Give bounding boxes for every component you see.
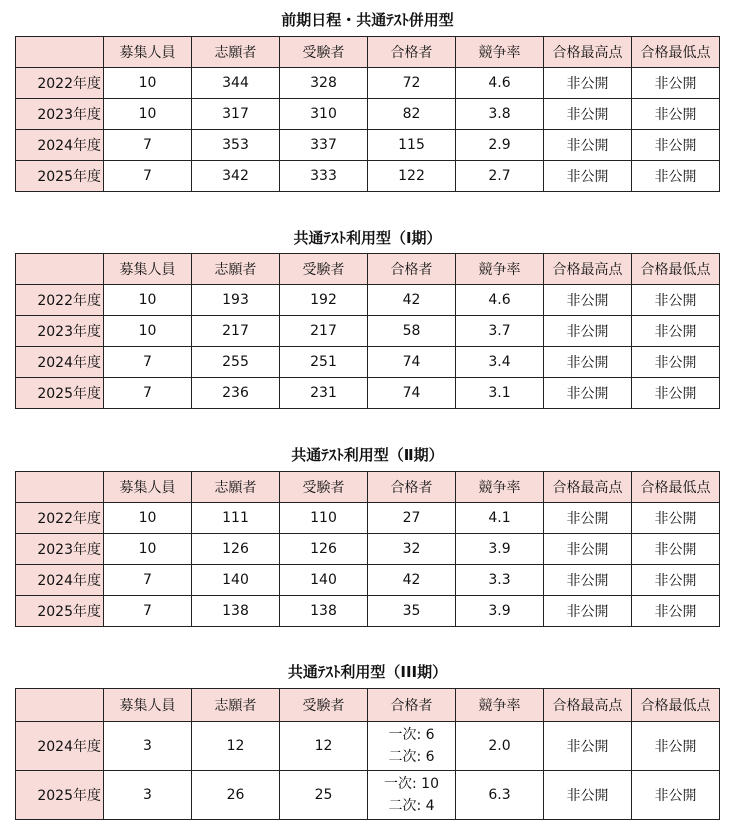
table-cell: 非公開 xyxy=(632,596,720,627)
table-cell: 2.0 xyxy=(456,722,544,771)
header-corner-cell xyxy=(16,254,104,285)
column-header: 競争率 xyxy=(456,37,544,68)
header-corner-cell xyxy=(16,37,104,68)
table-cell: 非公開 xyxy=(632,130,720,161)
table-cell: 7 xyxy=(104,565,192,596)
table-cell: 2.9 xyxy=(456,130,544,161)
table-cell: 126 xyxy=(192,534,280,565)
table-cell: 32 xyxy=(368,534,456,565)
section-title: 共通ﾃｽﾄ利用型（Ⅰ期） xyxy=(293,229,442,247)
column-header: 合格者 xyxy=(368,37,456,68)
column-header: 志願者 xyxy=(192,254,280,285)
table-cell: 337 xyxy=(280,130,368,161)
table-cell: 138 xyxy=(280,596,368,627)
column-header: 合格最低点 xyxy=(632,689,720,722)
column-header: 募集人員 xyxy=(104,254,192,285)
table-cell: 255 xyxy=(192,347,280,378)
table-row xyxy=(16,285,720,316)
table-cell: 非公開 xyxy=(544,130,632,161)
table-cell: 非公開 xyxy=(632,503,720,534)
table-cell: 非公開 xyxy=(544,347,632,378)
table-cell: 7 xyxy=(104,378,192,409)
table-row xyxy=(16,503,720,534)
year-label: 2022年度 xyxy=(16,68,104,99)
table-row xyxy=(16,99,720,130)
column-header: 募集人員 xyxy=(104,689,192,722)
year-label: 2025年度 xyxy=(16,161,104,192)
table-cell: 74 xyxy=(368,347,456,378)
table-cell: 非公開 xyxy=(544,68,632,99)
table-cell: 非公開 xyxy=(544,534,632,565)
column-header: 受験者 xyxy=(280,254,368,285)
table-row xyxy=(16,534,720,565)
table-cell: 353 xyxy=(192,130,280,161)
table-cell: 3.9 xyxy=(456,596,544,627)
year-label: 2025年度 xyxy=(16,378,104,409)
table-cell: 10 xyxy=(104,534,192,565)
table-cell: 非公開 xyxy=(632,68,720,99)
column-header: 合格最高点 xyxy=(544,472,632,503)
column-header: 合格最高点 xyxy=(544,37,632,68)
table-cell: 3.4 xyxy=(456,347,544,378)
column-header: 受験者 xyxy=(280,689,368,722)
table-cell: 非公開 xyxy=(544,722,632,771)
column-header: 競争率 xyxy=(456,472,544,503)
column-header: 合格最高点 xyxy=(544,254,632,285)
cell-line: 一次: 6 xyxy=(388,727,435,743)
table-cell: 231 xyxy=(280,378,368,409)
table-cell: 192 xyxy=(280,285,368,316)
table-cell: 3 xyxy=(104,771,192,820)
table-cell: 10 xyxy=(104,316,192,347)
table-cell: 非公開 xyxy=(544,99,632,130)
header-corner-cell xyxy=(16,689,104,722)
table-cell: 7 xyxy=(104,130,192,161)
cell-line: 二次: 4 xyxy=(388,798,435,814)
year-label: 2024年度 xyxy=(16,130,104,161)
table-cell: 74 xyxy=(368,378,456,409)
table-row xyxy=(16,771,720,820)
table-cell: 非公開 xyxy=(632,565,720,596)
table-cell: 344 xyxy=(192,68,280,99)
table-cell: 3.7 xyxy=(456,316,544,347)
table-cell: 140 xyxy=(192,565,280,596)
table-cell: 非公開 xyxy=(544,596,632,627)
admissions-table xyxy=(15,471,720,627)
admissions-table xyxy=(15,36,720,192)
table-cell: 217 xyxy=(192,316,280,347)
column-header: 募集人員 xyxy=(104,472,192,503)
admissions-table xyxy=(15,253,720,409)
table-cell: 25 xyxy=(280,771,368,820)
table-cell: 342 xyxy=(192,161,280,192)
table-cell: 10 xyxy=(104,68,192,99)
table-header-row xyxy=(16,37,720,68)
table-cell: 72 xyxy=(368,68,456,99)
table-cell: 4.6 xyxy=(456,285,544,316)
table-cell xyxy=(368,771,456,820)
section-title: 共通ﾃｽﾄ利用型（III期） xyxy=(287,663,448,681)
column-header: 志願者 xyxy=(192,472,280,503)
table-cell: 非公開 xyxy=(632,316,720,347)
cell-line: 二次: 6 xyxy=(388,749,435,765)
table-cell: 10 xyxy=(104,503,192,534)
table-cell: 非公開 xyxy=(632,771,720,820)
table-cell: 6.3 xyxy=(456,771,544,820)
table-cell: 42 xyxy=(368,285,456,316)
table-cell: 193 xyxy=(192,285,280,316)
table-cell: 非公開 xyxy=(544,771,632,820)
admissions-table xyxy=(15,688,720,820)
table-row xyxy=(16,596,720,627)
table-cell xyxy=(368,722,456,771)
table-header-row xyxy=(16,254,720,285)
table-cell: 12 xyxy=(192,722,280,771)
table-row xyxy=(16,565,720,596)
table-row xyxy=(16,130,720,161)
year-label: 2024年度 xyxy=(16,565,104,596)
table-cell: 3.3 xyxy=(456,565,544,596)
table-cell: 3 xyxy=(104,722,192,771)
table-cell: 非公開 xyxy=(632,722,720,771)
table-cell: 111 xyxy=(192,503,280,534)
year-label: 2022年度 xyxy=(16,285,104,316)
table-cell: 10 xyxy=(104,99,192,130)
table-cell: 115 xyxy=(368,130,456,161)
column-header: 合格最低点 xyxy=(632,37,720,68)
table-cell: 310 xyxy=(280,99,368,130)
table-cell: 333 xyxy=(280,161,368,192)
column-header: 合格者 xyxy=(368,472,456,503)
table-cell: 非公開 xyxy=(544,565,632,596)
table-row xyxy=(16,378,720,409)
table-cell: 2.7 xyxy=(456,161,544,192)
column-header: 競争率 xyxy=(456,254,544,285)
table-cell: 317 xyxy=(192,99,280,130)
table-cell: 35 xyxy=(368,596,456,627)
table-cell: 10 xyxy=(104,285,192,316)
table-cell: 217 xyxy=(280,316,368,347)
table-cell: 140 xyxy=(280,565,368,596)
column-header: 合格者 xyxy=(368,689,456,722)
table-cell: 26 xyxy=(192,771,280,820)
cell-line: 一次: 10 xyxy=(384,776,439,792)
column-header: 合格最高点 xyxy=(544,689,632,722)
section-title: 共通ﾃｽﾄ利用型（Ⅱ期） xyxy=(291,446,444,464)
table-cell: 4.6 xyxy=(456,68,544,99)
table-cell: 126 xyxy=(280,534,368,565)
table-cell: 12 xyxy=(280,722,368,771)
header-corner-cell xyxy=(16,472,104,503)
table-row xyxy=(16,68,720,99)
table-cell: 非公開 xyxy=(632,378,720,409)
table-header-row xyxy=(16,472,720,503)
table-cell: 非公開 xyxy=(544,378,632,409)
table-header-row xyxy=(16,689,720,722)
table-cell: 非公開 xyxy=(632,534,720,565)
year-label: 2023年度 xyxy=(16,99,104,130)
table-cell: 328 xyxy=(280,68,368,99)
table-cell: 非公開 xyxy=(632,99,720,130)
year-label: 2023年度 xyxy=(16,534,104,565)
table-cell: 非公開 xyxy=(632,285,720,316)
table-row xyxy=(16,316,720,347)
table-cell: 7 xyxy=(104,161,192,192)
table-cell: 122 xyxy=(368,161,456,192)
year-label: 2025年度 xyxy=(16,596,104,627)
column-header: 受験者 xyxy=(280,472,368,503)
column-header: 募集人員 xyxy=(104,37,192,68)
table-cell: 27 xyxy=(368,503,456,534)
column-header: 合格者 xyxy=(368,254,456,285)
column-header: 受験者 xyxy=(280,37,368,68)
table-cell: 7 xyxy=(104,596,192,627)
year-label: 2024年度 xyxy=(16,722,104,771)
table-row xyxy=(16,347,720,378)
table-cell: 3.1 xyxy=(456,378,544,409)
year-label: 2023年度 xyxy=(16,316,104,347)
table-cell: 3.8 xyxy=(456,99,544,130)
year-label: 2024年度 xyxy=(16,347,104,378)
table-cell: 非公開 xyxy=(544,316,632,347)
year-label: 2022年度 xyxy=(16,503,104,534)
table-cell: 110 xyxy=(280,503,368,534)
column-header: 合格最低点 xyxy=(632,472,720,503)
table-cell: 58 xyxy=(368,316,456,347)
table-cell: 非公開 xyxy=(632,161,720,192)
table-row xyxy=(16,722,720,771)
table-cell: 非公開 xyxy=(632,347,720,378)
table-cell: 7 xyxy=(104,347,192,378)
table-cell: 236 xyxy=(192,378,280,409)
column-header: 志願者 xyxy=(192,37,280,68)
table-row xyxy=(16,161,720,192)
column-header: 志願者 xyxy=(192,689,280,722)
column-header: 合格最低点 xyxy=(632,254,720,285)
table-cell: 251 xyxy=(280,347,368,378)
column-header: 競争率 xyxy=(456,689,544,722)
table-cell: 42 xyxy=(368,565,456,596)
table-cell: 82 xyxy=(368,99,456,130)
table-cell: 非公開 xyxy=(544,503,632,534)
table-cell: 4.1 xyxy=(456,503,544,534)
table-cell: 3.9 xyxy=(456,534,544,565)
table-cell: 非公開 xyxy=(544,161,632,192)
table-cell: 138 xyxy=(192,596,280,627)
section-title: 前期日程・共通ﾃｽﾄ併用型 xyxy=(281,11,454,29)
table-cell: 非公開 xyxy=(544,285,632,316)
year-label: 2025年度 xyxy=(16,771,104,820)
